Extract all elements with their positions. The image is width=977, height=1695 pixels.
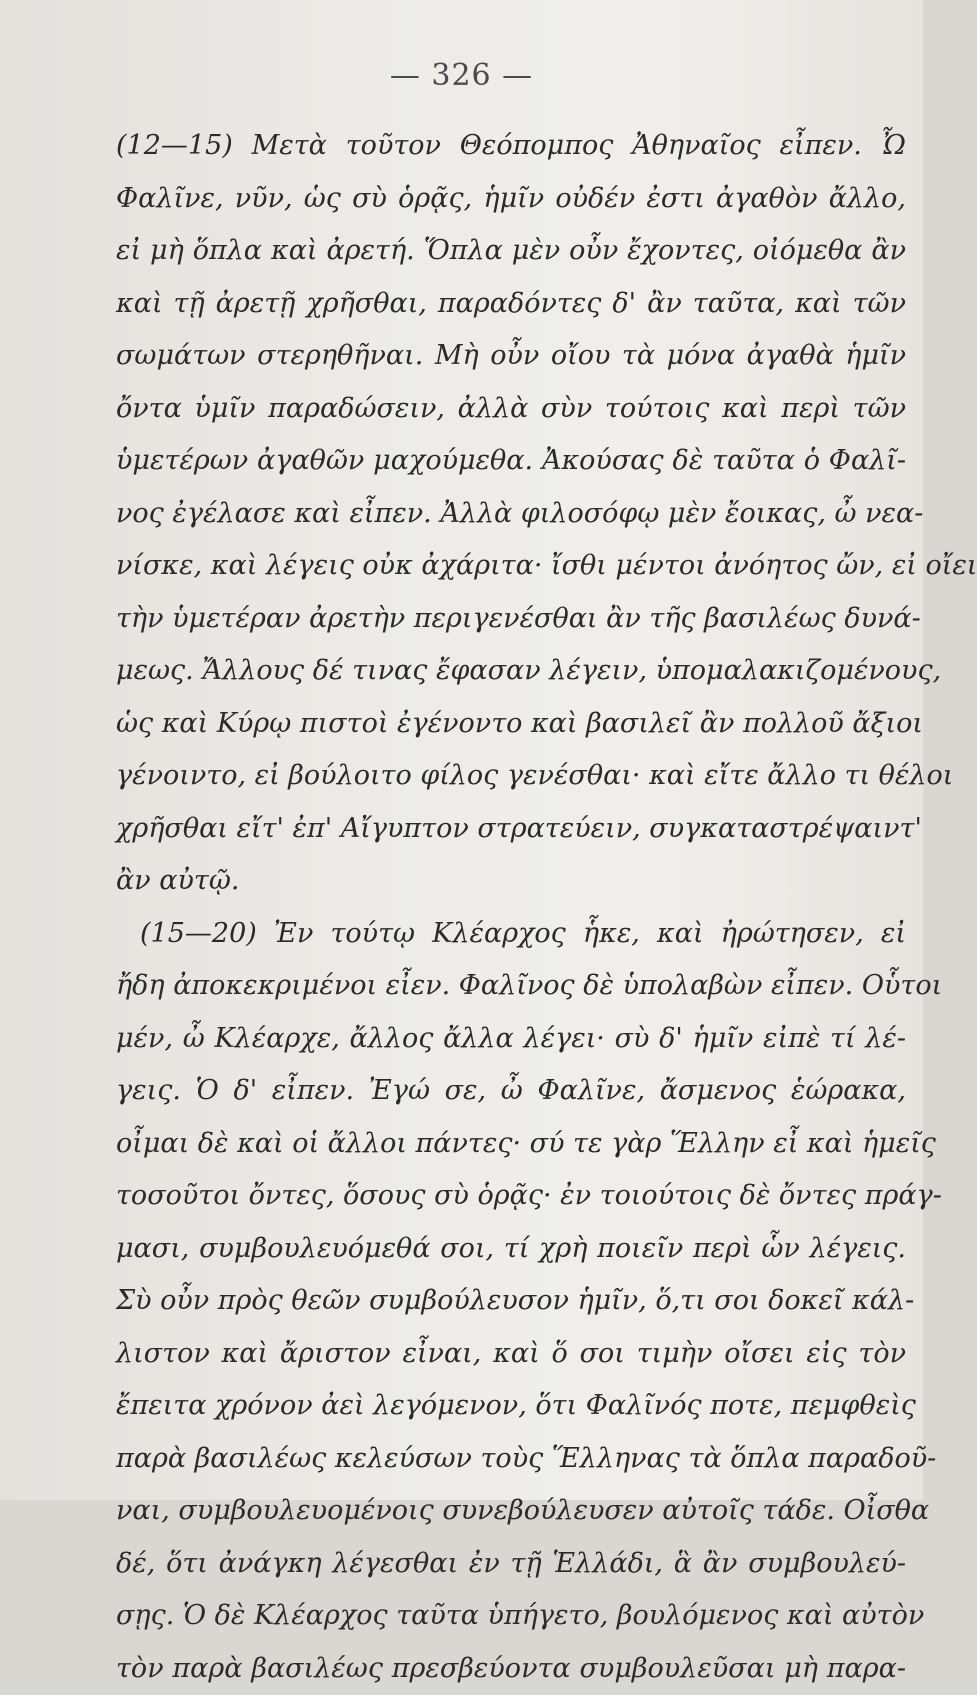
- text-line: (15—20) Ἐν τούτῳ Κλέαρχος ἧκε, καὶ ἠρώτησεν, εἰ: [116, 908, 906, 961]
- text-line: νίσκε, καὶ λέγεις οὐκ ἀχάριτα· ἴσθι μέντοι ἀνόητος ὤν, εἰ οἴει: [116, 540, 906, 593]
- text-line: σῃς. Ὁ δὲ Κλέαρχος ταῦτα ὑπήγετο, βουλόμενος καὶ αὐτὸν: [116, 1590, 906, 1643]
- text-line: εἰ μὴ ὅπλα καὶ ἀρετή. Ὅπλα μὲν οὖν ἔχοντες, οἰόμεθα ἂν: [116, 225, 906, 278]
- text-line: χρῆσθαι εἴτ' ἐπ' Αἴγυπτον στρατεύειν, συγκαταστρέψαιντ': [116, 803, 906, 856]
- text-line: μεως. Ἄλλους δέ τινας ἔφασαν λέγειν, ὑπομαλακιζομένους,: [116, 645, 906, 698]
- text-line: ἂν αὐτῷ.: [116, 855, 906, 908]
- text-line: μασι, συμβουλευόμεθά σοι, τί χρὴ ποιεῖν περὶ ὧν λέγεις.: [116, 1223, 906, 1276]
- text-line: οἶμαι δὲ καὶ οἱ ἄλλοι πάντες· σύ τε γὰρ Ἕλλην εἶ καὶ ἡμεῖς: [116, 1118, 906, 1171]
- text-line: (12—15) Μετὰ τοῦτον Θεόπομπος Ἀθηναῖος εἶπεν. Ὦ: [116, 120, 906, 173]
- text-line: τοσοῦτοι ὄντες, ὅσους σὺ ὁρᾷς· ἐν τοιούτοις δὲ ὄντες πράγ-: [116, 1170, 906, 1223]
- text-line: ὄντα ὑμῖν παραδώσειν, ἀλλὰ σὺν τούτοις καὶ περὶ τῶν: [116, 383, 906, 436]
- text-line: ναι, συμβουλευομένοις συνεβούλευσεν αὐτοῖς τάδε. Οἶσθα: [116, 1485, 906, 1538]
- text-line: τὸν παρὰ βασιλέως πρεσβεύοντα συμβουλεῦσαι μὴ παρα-: [116, 1643, 906, 1695]
- text-line: Φαλῖνε, νῦν, ὡς σὺ ὁρᾷς, ἡμῖν οὐδέν ἐστι ἀγαθὸν ἄλλο,: [116, 173, 906, 226]
- text-line: παρὰ βασιλέως κελεύσων τοὺς Ἕλληνας τὰ ὅπλα παραδοῦ-: [116, 1433, 906, 1486]
- text-line: δέ, ὅτι ἀνάγκη λέγεσθαι ἐν τῇ Ἑλλάδι, ἃ ἂν συμβουλεύ-: [116, 1538, 906, 1591]
- text-line: ἔπειτα χρόνον ἀεὶ λεγόμενον, ὅτι Φαλῖνός ποτε, πεμφθεὶς: [116, 1380, 906, 1433]
- text-line: Σὺ οὖν πρὸς θεῶν συμβούλευσον ἡμῖν, ὅ,τι σοι δοκεῖ κάλ-: [116, 1275, 906, 1328]
- text-line: νος ἐγέλασε καὶ εἶπεν. Ἀλλὰ φιλοσόφῳ μὲν ἔοικας, ὦ νεα-: [116, 488, 906, 541]
- text-line: σωμάτων στερηθῆναι. Μὴ οὖν οἴου τὰ μόνα ἀγαθὰ ἡμῖν: [116, 330, 906, 383]
- body-text: [116, 120, 906, 1695]
- text-line: καὶ τῇ ἀρετῇ χρῆσθαι, παραδόντες δ' ἂν ταῦτα, καὶ τῶν: [116, 278, 906, 331]
- page-number: — 326 —: [0, 58, 923, 93]
- text-line: γεις. Ὁ δ' εἶπεν. Ἐγώ σε, ὦ Φαλῖνε, ἄσμενος ἑώρακα,: [116, 1065, 906, 1118]
- text-line: ὑμετέρων ἀγαθῶν μαχούμεθα. Ἀκούσας δὲ ταῦτα ὁ Φαλῖ-: [116, 435, 906, 488]
- text-line: μέν, ὦ Κλέαρχε, ἄλλος ἄλλα λέγει· σὺ δ' ἡμῖν εἰπὲ τί λέ-: [116, 1013, 906, 1066]
- text-line: λιστον καὶ ἄριστον εἶναι, καὶ ὅ σοι τιμὴν οἴσει εἰς τὸν: [116, 1328, 906, 1381]
- text-line: ὡς καὶ Κύρῳ πιστοὶ ἐγένοντο καὶ βασιλεῖ ἂν πολλοῦ ἄξιοι: [116, 698, 906, 751]
- text-line: τὴν ὑμετέραν ἀρετὴν περιγενέσθαι ἂν τῆς βασιλέως δυνά-: [116, 593, 906, 646]
- text-line: ἤδη ἀποκεκριμένοι εἶεν. Φαλῖνος δὲ ὑπολαβὼν εἶπεν. Οὗτοι: [116, 960, 906, 1013]
- text-line: γένοιντο, εἰ βούλοιτο φίλος γενέσθαι· καὶ εἴτε ἄλλο τι θέλοι: [116, 750, 906, 803]
